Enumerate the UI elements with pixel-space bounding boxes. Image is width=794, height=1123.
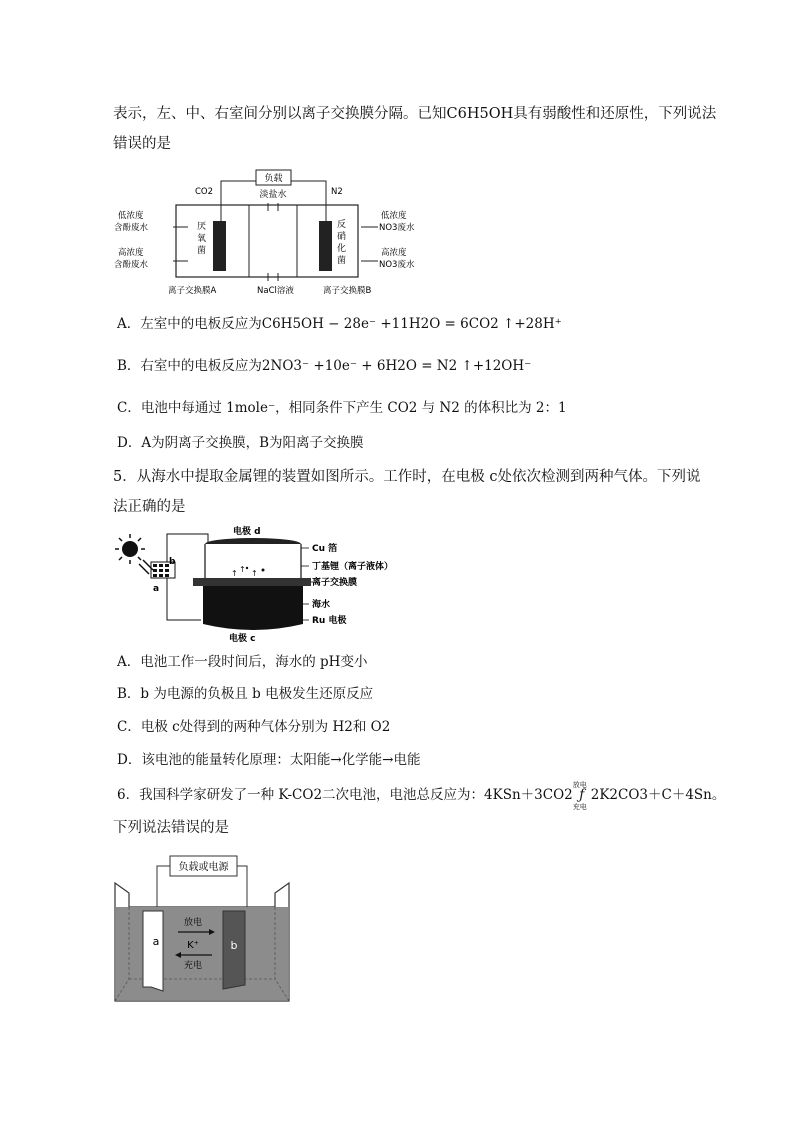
q5-stem-line2: 法正确的是 — [113, 499, 186, 515]
seawater-body — [203, 586, 303, 630]
load-label: 负载 — [264, 174, 283, 184]
svg-text:↑: ↑ — [251, 569, 258, 578]
q5-option-d: D．该电池的能量转化原理：太阳能→化学能→电能 — [117, 752, 421, 768]
label-b: b — [169, 557, 176, 567]
svg-text:↑: ↑ — [231, 569, 238, 578]
denitrifying-label: 反 硝 化 菌 — [337, 220, 347, 266]
electrode-c-label: 电极 c — [229, 634, 256, 644]
n2-label: N2 — [331, 187, 343, 197]
label-a: a — [153, 584, 160, 594]
q4-option-c: C．电池中每通过 1mole⁻，相同条件下产生 CO2 与 N2 的体积比为 2：1 — [117, 400, 567, 416]
reversible-arrow: 放电 ƒ 充电 — [572, 781, 587, 811]
q6-stem-line2: 下列说法错误的是 — [113, 820, 229, 836]
q5-lithium-extraction-diagram — [113, 524, 413, 646]
sun-icon — [122, 541, 138, 557]
q4-option-d: D．A为阴离子交换膜，B为阳离子交换膜 — [117, 435, 364, 451]
electrode-d-label: 电极 d — [233, 527, 261, 537]
q4-option-a: A．左室中的电板反应为C6H5OH − 28e⁻ +11H2O = 6CO2 ↑+28H⁺ — [117, 316, 562, 332]
q6-k-co2-battery-diagram — [113, 853, 291, 1003]
left-electrode — [213, 221, 226, 271]
right-bottom-inlet: 高浓度 NO3废水 — [379, 248, 415, 270]
membrane-b-label: 离子交换膜B — [323, 286, 372, 296]
membrane-a-label: 离子交换膜A — [168, 286, 217, 296]
ru-electrode-label: Ru 电极 — [312, 616, 347, 626]
membrane-label: 离子交换膜 — [312, 578, 358, 588]
ion-exchange-membrane — [193, 578, 311, 586]
electrode-a — [143, 911, 163, 991]
right-top-inlet: 低浓度 NO3废水 — [379, 211, 415, 233]
nacl-label: NaCl溶液 — [257, 286, 294, 296]
load-source-label: 负载或电源 — [178, 862, 229, 873]
co2-label: CO2 — [195, 187, 214, 197]
cu-foil-label: Cu 箔 — [312, 544, 338, 554]
left-bottom-inlet: 高浓度 含酚废水 — [114, 248, 149, 270]
q4-intro-line1: 表示，左、中、右室间分别以离子交换膜分隔。已知C6H5OH具有弱酸性和还原性，下列说法 — [113, 106, 717, 122]
fresh-water-label: 淡盐水 — [259, 190, 287, 200]
q4-option-b: B．右室中的电板反应为2NO3⁻ +10e⁻ + 6H2O = N2 ↑+12OH⁻ — [117, 358, 532, 374]
electrode-a-label: a — [152, 935, 160, 948]
discharge-label: 放电 — [183, 918, 203, 928]
q5-option-c: C．电极 c处得到的两种气体分别为 H2和 O2 — [117, 719, 391, 735]
right-electrode — [319, 221, 332, 271]
q5-option-a: A．电池工作一段时间后，海水的 pH变小 — [117, 654, 368, 670]
butyl-lithium-label: 丁基锂（离子液体） — [312, 562, 394, 572]
q5-option-b: B．b 为电源的负极且 b 电极发生还原反应 — [117, 686, 374, 702]
left-top-inlet: 低浓度 含酚废水 — [114, 211, 149, 233]
k-ion-label: K⁺ — [187, 940, 199, 951]
seawater-label: 海水 — [312, 600, 331, 610]
svg-text:↑: ↑ — [239, 565, 246, 574]
charge-label: 充电 — [183, 961, 203, 971]
electrode-b-label: b — [230, 939, 238, 952]
anaerobic-label: 厌 氧 菌 — [197, 222, 207, 256]
q5-stem-line1: 5．从海水中提取金属锂的装置如图所示。工作时，在电极 c处依次检测到两种气体。下列说 — [113, 469, 701, 485]
q4-electrochemistry-diagram — [113, 163, 423, 301]
q4-intro-line2: 错误的是 — [113, 136, 171, 152]
q6-stem-line1: 6．我国科学家研发了一种 K-CO2二次电池，电池总反应为：4KSn＋3CO2 放电 ƒ 充电 2K2CO3＋C＋4Sn。 — [117, 781, 726, 811]
